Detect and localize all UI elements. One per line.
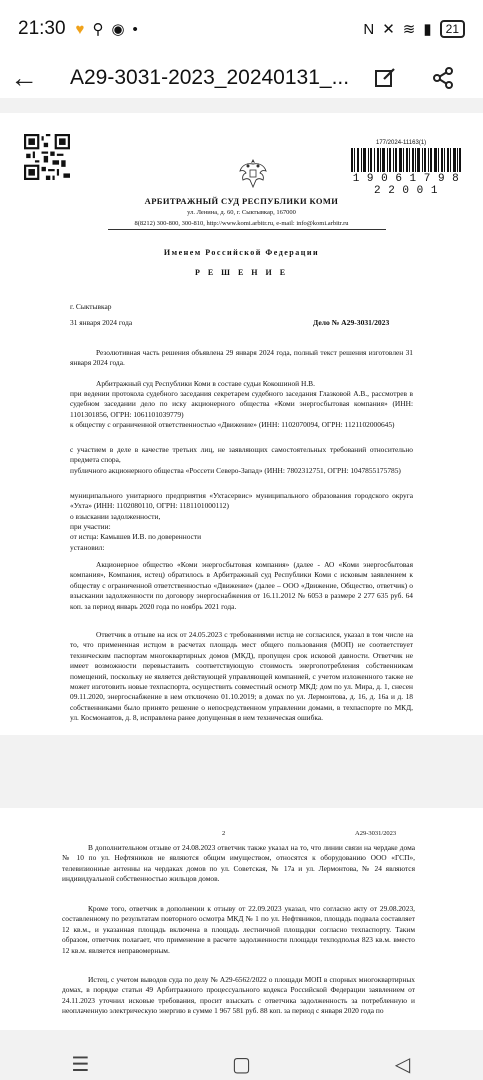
app-bar	[0, 58, 483, 98]
recent-apps-icon[interactable]: ☰	[71, 1052, 90, 1076]
paragraph-rosseti: публичного акционерного общества «Россети Северо-Запад» (ИНН: 7802312751, ОГРН: 1047855175785)	[70, 466, 401, 475]
paragraph-protocol: при ведении протокола судебного заседания секретарем судебного заседания Глазковой А.В., рассмотрев в судебном заседании дело по иску акционерного общества «Коми энергосбытовая компания» (ИНН: 1101301856, ОГРН: 1061101039779)	[70, 389, 413, 419]
paragraph-recovery: о взыскании задолженности,	[70, 512, 161, 521]
status-time: 21:30	[18, 18, 66, 39]
paragraph-present: при участии:	[70, 522, 111, 531]
paragraph-claim: Акционерное общество «Коми энергосбытовая компания» (далее - АО «Коми энергосбытовая компания», Компания, истец) обратилось в Арбитражный суд Республики Коми с исковым заявлением к обществу с ограниченной ответственностью «Движение» (далее – ООО «Движение, Общество, ответчик) о взыскании задолженности по договору энергоснабжения от 16.11.2012 № 6053 в размере 2 277 635 руб. 64 коп. за период январь 2020 года по ноябрь 2021 года.	[70, 560, 413, 611]
city: г. Сыктывкар	[70, 302, 112, 311]
mute-icon: ✕	[382, 21, 395, 38]
activity-icon: ⚲	[92, 21, 104, 38]
page-number: 2	[222, 830, 226, 837]
share-icon[interactable]	[431, 66, 455, 90]
document-page-1[interactable]	[0, 113, 483, 735]
status-bar	[0, 0, 483, 58]
paragraph-court: Арбитражный суд Республики Коми в составе судьи Кокошиной Н.В.	[96, 379, 315, 388]
court-address: ул. Ленина, д. 60, г. Сыктывкар, 167000	[187, 209, 296, 216]
paragraph-established: установил:	[70, 543, 105, 552]
paragraph-plaintiff-clarification: Истец, с учетом выводов суда по делу № А29-6562/2022 о площади МОП в спорных многоквартирных домах, в порядке статьи 49 Арбитражного процессуального кодекса Российской Федерации заявлением от 24.11.2023 уточнил исковые требования, просит взыскать с ответчика задолженность за потребленную и неоплаченную электрическую энергию в сумме 1 967 581 руб. 88 коп. за период с января 2020 года по	[62, 975, 415, 1016]
app-notification-icon: ♥	[75, 20, 85, 38]
decision-date: 31 января 2024 года	[70, 318, 133, 327]
navigation-bar	[0, 1048, 483, 1080]
wifi-icon: ≋	[402, 21, 416, 38]
nfc-icon: N	[363, 20, 375, 38]
paragraph-additional-response: В дополнительном отзыве от 24.08.2023 ответчик также указал на то, что линии связи на чердаке дома № 10 по ул. Нефтяников не являются общим имуществом, относятся к оборудованию ООО «ГСП», телевизионные антенны на чердаках домов по ул. Советская, № 17а и ул. Лермонтова, № 24 являются индивидуальной собственностью жильцов домов.	[62, 843, 415, 884]
dot-icon: •	[132, 20, 138, 38]
back-arrow-icon[interactable]: ←	[10, 62, 38, 93]
back-nav-icon[interactable]: ◁	[394, 1052, 411, 1076]
paragraph-defendant: к обществу с ограниченной ответственностью «Движение» (ИНН: 1102070094, ОГРН: 1121102000645)	[70, 420, 395, 429]
paragraph-response: Ответчик в отзыве на иск от 24.05.2023 с требованиями истца не согласился, указал в том числе на то, что примененная истцом в расчетах площадь мест общего пользования (МОП) не соответствует техническим паспортам многоквартирных домов (МКД), пропущен срок исковой давности. Ответчик не имеет возможности перевыставить соответствующую стоимость энергопотребления собственникам помещений, поскольку не является действующей управляющей компанией, с учетом изложенного также не может изготовить новые техпаспорта, осуществить совместный осмотр МКД: дом по ул. Мира, д. 1, снесен 09.11.2020, энергоснабжение в нем отключено 01.10.2019; в домах по ул. Лермонтова, д. 16, д. 16а и д. 18 собственниками было принято решение о непосредственном управлении домами, в техпаспорте по МКД, ул. Космонавтов, д. 8, исправлена ранее допущенная в нем техническая ошибка.	[70, 630, 413, 723]
paragraph-supplement: Кроме того, ответчик в дополнении к отзыву от 22.09.2023 указал, что согласно акту от 29.08.2023, составленному по результатам повторного осмотра МКД № 1 по ул. Нефтяников, площадь подвала составляет 12 кв.м., и указанная площадь включена в площадь лестничной площадки согласно техпаспорту. Таким образом, ответчик полагает, что применение в расчете задолженности площади техподполья 823 кв.м. вместо 12 кв.м. является неправомерным.	[62, 904, 415, 955]
barcode-digits: 1 9 0 6 1 7 9 8 2 2 0 0 1	[352, 173, 460, 197]
document-page-2[interactable]	[0, 808, 483, 1030]
coat-of-arms-emblem	[238, 157, 268, 189]
chrome-icon: ◉	[111, 21, 125, 38]
home-icon[interactable]: ▢	[232, 1052, 251, 1076]
battery-icon: 21	[440, 20, 465, 38]
document-title: А29-3031-2023_20240131_...	[70, 66, 350, 89]
barcode-number: 177/2024-11163(1)	[376, 140, 427, 146]
header-divider	[108, 229, 386, 230]
decision-title: Р Е Ш Е Н И Е	[194, 268, 289, 277]
paragraph-municipal: муниципального унитарного предприятия «Ухтасервис» муниципального образования городского округа «Ухта» (ИНН: 1102080110, ОГРН: 1181101000112)	[70, 491, 413, 511]
court-contacts: 8(8212) 300-800, 300-810, http://www.komi.arbitr.ru, e-mail: info@komi.arbitr.ru	[134, 220, 349, 227]
name-of-federation-line: Именем Российской Федерации	[163, 248, 320, 257]
signal-icon: ▮	[423, 21, 432, 38]
paragraph-third-parties: с участием в деле в качестве третьих лиц, не заявляющих самостоятельных требований относительно предмета спора,	[70, 445, 413, 465]
case-number: Дело № А29-3031/2023	[313, 318, 390, 327]
qr-code	[24, 134, 70, 180]
edit-icon[interactable]	[373, 66, 397, 90]
barcode	[351, 148, 461, 172]
paragraph-plaintiff-rep: от истца: Камышев И.В. по доверенности	[70, 532, 202, 541]
paragraph-resolution: Резолютивная часть решения объявлена 29 января 2024 года, полный текст решения изготовлен 31 января 2024 года.	[70, 348, 413, 368]
court-name: АРБИТРАЖНЫЙ СУД РЕСПУБЛИКИ КОМИ	[144, 196, 339, 206]
page-case-ref: А29-3031/2023	[355, 830, 397, 837]
